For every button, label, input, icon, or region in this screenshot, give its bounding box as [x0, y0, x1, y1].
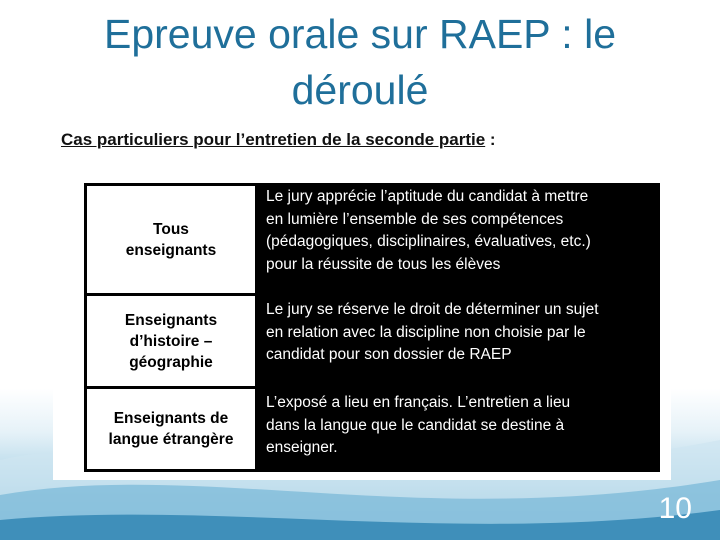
table-row-label — [87, 389, 255, 469]
label-line: Enseignants — [124, 311, 218, 329]
table-row-description — [260, 389, 657, 472]
label-line: langue étrangère — [108, 431, 234, 448]
label-line: d’histoire – — [129, 332, 213, 350]
description-line: Le jury apprécie l’aptitude du candidat à mettre — [266, 188, 589, 205]
content-panel — [53, 114, 671, 480]
table-row — [84, 389, 660, 472]
slide-title-line-1: Epreuve orale sur RAEP : le — [104, 11, 616, 57]
table-row — [84, 296, 660, 386]
description-line: L’exposé a lieu en français. L’entretien a lieu — [266, 394, 571, 411]
table-row-description — [260, 296, 657, 386]
page-number: 10 — [658, 492, 692, 525]
description-line: (pédagogiques, disciplinaires, évaluatives, etc.) — [266, 233, 591, 250]
description-line: pour la réussite de tous les élèves — [266, 255, 501, 273]
label-line: enseignants — [125, 241, 217, 259]
description-line: en relation avec la discipline non choisie par le — [266, 323, 586, 341]
table-row — [84, 183, 660, 293]
slide-title — [40, 6, 680, 118]
label-line: Enseignants de — [113, 410, 229, 427]
table-row-label — [87, 186, 255, 293]
description-line: dans la langue que le candidat se destine à — [266, 416, 565, 434]
description-line: enseigner. — [266, 439, 338, 456]
table-row-description — [260, 183, 657, 293]
slide-title-line-2: déroulé — [291, 67, 429, 113]
description-line: en lumière l’ensemble de ses compétences — [266, 210, 564, 228]
panel-heading-text: Cas particuliers pour l’entretien de la seconde partie — [61, 130, 486, 149]
label-line: Tous — [153, 220, 189, 238]
label-line: géographie — [129, 353, 213, 371]
cases-table — [84, 183, 660, 472]
description-line: candidat pour son dossier de RAEP — [266, 346, 512, 363]
panel-heading — [61, 130, 496, 150]
description-line: Le jury se réserve le droit de déterminer un sujet — [266, 301, 599, 318]
panel-heading-colon: : — [485, 130, 496, 149]
table-row-label — [87, 296, 255, 386]
